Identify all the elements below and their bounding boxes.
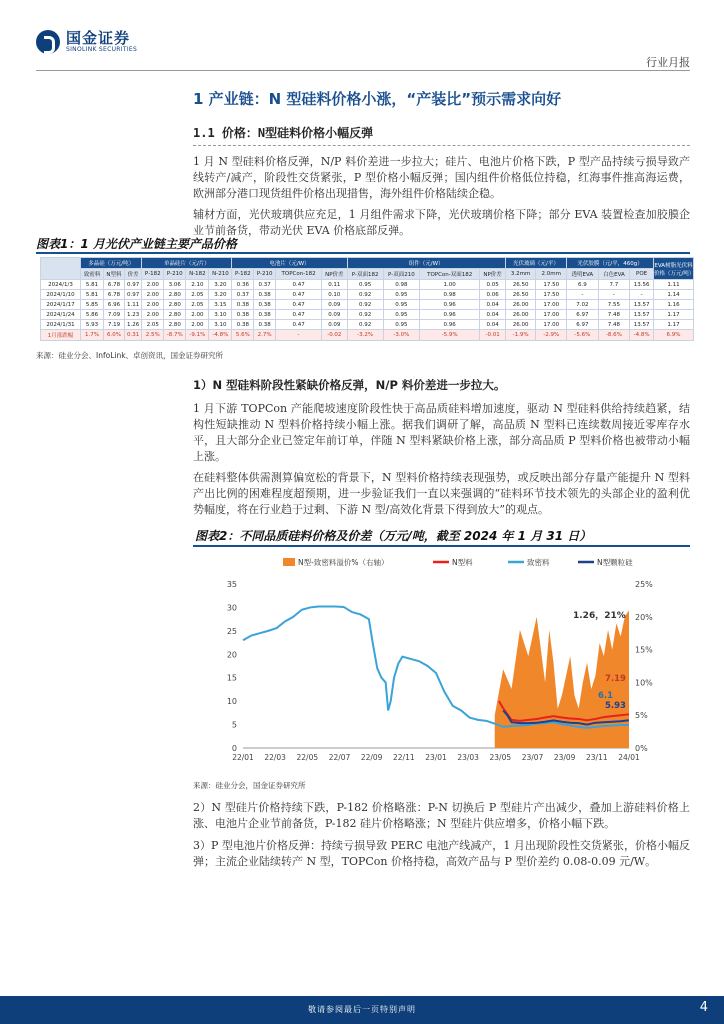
column-header: 2.0mm	[536, 269, 567, 280]
column-header: P-双面210	[383, 269, 419, 280]
y-left-tick-label: 30	[226, 603, 237, 613]
table-cell: 0.96	[419, 300, 479, 310]
table-cell: 26.00	[505, 320, 536, 330]
row-date: 2024/1/3	[41, 280, 81, 290]
table-cell: 2.80	[164, 300, 186, 310]
column-header: P-210	[254, 269, 276, 280]
table-cell: 0.36	[232, 280, 254, 290]
column-header: 价差	[125, 269, 142, 280]
table-cell: -0.01	[480, 330, 505, 341]
table-cell: 2.05	[142, 320, 164, 330]
x-tick-label: 22/07	[328, 753, 351, 762]
section-heading: 1 产业链：N 型硅料价格小涨，“产装比”预示需求向好	[193, 90, 562, 108]
column-header: TOPCon-双面182	[419, 269, 479, 280]
table-cell: 0.47	[276, 310, 322, 320]
y-right-tick-label: 5%	[635, 711, 648, 721]
table-cell: 0.97	[125, 280, 142, 290]
table-cell: 0.09	[322, 310, 347, 320]
table-cell: 1.17	[654, 310, 694, 320]
table-cell: -8.7%	[164, 330, 186, 341]
table-cell: 0.98	[419, 290, 479, 300]
company-name-cn: 国金证券	[66, 29, 131, 47]
table-cell: 13.57	[630, 320, 654, 330]
y-right-tick-label: 25%	[635, 580, 653, 589]
subheading-1: 1）N 型硅料阶段性紧缺价格反弹，N/P 料价差进一步拉大。	[193, 378, 506, 392]
table-cell: -2.9%	[536, 330, 567, 341]
table-cell: 0.38	[254, 320, 276, 330]
table-cell: 3.20	[209, 280, 232, 290]
table-cell: 6.78	[103, 280, 124, 290]
group-header: 多晶硅（万元/吨）	[81, 258, 142, 269]
row-date: 2024/1/10	[41, 290, 81, 300]
legend-label: N型-致密料溢价%（右轴）	[298, 558, 389, 567]
table-cell: 2.00	[186, 310, 209, 320]
table-cell: 6.97	[567, 310, 599, 320]
table-cell: 6.96	[103, 300, 124, 310]
table-cell: 0.04	[480, 320, 505, 330]
table-cell: 26.00	[505, 300, 536, 310]
column-header: P-182	[142, 269, 164, 280]
column-header: NP价差	[322, 269, 347, 280]
y-right-tick-label: 0%	[635, 744, 648, 753]
table-cell: 13.57	[630, 310, 654, 320]
table-cell: 0.92	[347, 320, 383, 330]
subsection-heading: 1.1 价格：N型硅料价格小幅反弹	[193, 124, 690, 146]
table-row	[41, 320, 694, 330]
y-left-tick-label: 5	[231, 720, 237, 730]
column-header: 致密料	[81, 269, 104, 280]
figure2-source: 来源：硅业分会，国金证券研究所	[193, 781, 306, 790]
silicon-price-chart	[193, 548, 693, 766]
table-cell: -1.9%	[505, 330, 536, 341]
legend-label: 致密料	[527, 558, 550, 567]
x-tick-label: 23/01	[425, 753, 447, 762]
table-cell: -	[630, 290, 654, 300]
table-cell: 7.19	[103, 320, 124, 330]
column-header: 白色EVA	[598, 269, 630, 280]
table-cell: 0.92	[347, 300, 383, 310]
table-cell: 0.95	[383, 310, 419, 320]
company-logo	[36, 30, 137, 54]
x-tick-label: 23/05	[489, 753, 512, 762]
table-cell: 1.14	[654, 290, 694, 300]
column-header: P-双面182	[347, 269, 383, 280]
table-cell: 6.97	[567, 320, 599, 330]
table-cell: -	[598, 290, 630, 300]
column-header: 透明EVA	[567, 269, 599, 280]
table-cell: 0.96	[419, 310, 479, 320]
column-header: P-210	[164, 269, 186, 280]
paragraph-4: 在硅料整体供需测算偏宽松的背景下，N 型料价格持续表现强势，或反映出部分存量产能提升 N 型料产出比例的困难程度超预期，进一步验证我们一直以来强调的“硅料环节技术领先的头部企业的盈利优势幅度，将在行业趋于过剩、下游 N 型/高效化背景下得到放大”的观点。	[193, 471, 690, 516]
table-cell: 6.78	[103, 290, 124, 300]
table-cell: 2.10	[186, 280, 209, 290]
x-tick-label: 22/11	[393, 753, 415, 762]
column-header: POE	[630, 269, 654, 280]
disclaimer-note: 敬请参阅最后一页特别声明	[308, 1005, 416, 1014]
table-cell: 3.10	[209, 310, 232, 320]
table-cell: 2.00	[142, 300, 164, 310]
figure1-title: 图表1：1 月光伏产业链主要产品价格	[36, 237, 237, 251]
table-row	[41, 310, 694, 320]
y-right-tick-label: 10%	[635, 678, 653, 688]
figure2-divider	[193, 545, 690, 547]
table-cell: 6.9%	[654, 330, 694, 341]
table-cell: 1.11	[125, 300, 142, 310]
row-date: 2024/1/24	[41, 310, 81, 320]
table-cell: 0.04	[480, 310, 505, 320]
table-cell: 2.05	[186, 300, 209, 310]
table-cell: 7.09	[103, 310, 124, 320]
table-cell: 7.48	[598, 310, 630, 320]
paragraph-6: 3）P 型电池片价格反弹：持续亏损导致 PERC 电池产线减产，1 月出现阶段性交货紧张，价格小幅反弹；主流企业陆续转产 N 型，TOPCon 价格持稳，高效产品与 P 型价差约 0.08-0.09 元/W。	[193, 839, 690, 868]
table-cell: 0.06	[480, 290, 505, 300]
table-cell: 0.37	[232, 290, 254, 300]
table-cell: 5.86	[81, 310, 104, 320]
group-header: 光伏胶膜（元/平，460g）	[567, 258, 654, 269]
table-cell: 2.7%	[254, 330, 276, 341]
table-cell: 1.11	[654, 280, 694, 290]
table-cell: 7.7	[598, 280, 630, 290]
legend-swatch	[283, 558, 295, 566]
table-cell: 0.38	[254, 300, 276, 310]
table-cell: -0.02	[322, 330, 347, 341]
table-row	[41, 280, 694, 290]
table-cell: 0.38	[232, 310, 254, 320]
group-header: 电池片（元/W）	[232, 258, 347, 269]
table-cell: 17.00	[536, 300, 567, 310]
row-date: 1月涨跌幅	[41, 330, 81, 341]
table-cell: 17.50	[536, 280, 567, 290]
table-cell: 0.95	[347, 280, 383, 290]
y-left-tick-label: 35	[226, 580, 237, 589]
table-cell: 0.37	[254, 280, 276, 290]
table-cell: 6.0%	[103, 330, 124, 341]
table-cell: 3.20	[209, 290, 232, 300]
table-cell: 0.95	[383, 290, 419, 300]
paragraph-5: 2）N 型硅片价格持续下跌，P-182 价格略涨：P-N 切换后 P 型硅片产出减少，叠加上游硅料价格上涨、电池片企业节前备货，P-182 硅片价格略涨；N 型硅片供应增多，价格小幅下跌。	[193, 801, 690, 830]
table-cell: 0.96	[419, 320, 479, 330]
table-cell: 3.15	[209, 300, 232, 310]
section-intro	[193, 88, 690, 244]
table-cell: 26.00	[505, 310, 536, 320]
table-cell: 2.05	[186, 290, 209, 300]
table-cell: 5.85	[81, 300, 104, 310]
table-row	[41, 330, 694, 341]
table-cell: 7.48	[598, 320, 630, 330]
table-cell: -5.9%	[419, 330, 479, 341]
y-right-tick-label: 20%	[635, 612, 653, 622]
table-cell: 13.57	[630, 300, 654, 310]
table-cell: 0.95	[383, 320, 419, 330]
table-cell: 2.5%	[142, 330, 164, 341]
column-header: TOPCon-182	[276, 269, 322, 280]
document-type: 行业月报	[646, 56, 690, 69]
table-cell: 5.93	[81, 320, 104, 330]
x-tick-label: 22/03	[264, 753, 286, 762]
table-cell: -4.8%	[630, 330, 654, 341]
column-header: N型料	[103, 269, 124, 280]
table-row	[41, 300, 694, 310]
paragraph-2: 辅材方面，光伏玻璃供应充足，1 月组件需求下降，光伏玻璃价格下降；部分 EVA 装置检查加胶膜企业节前备货，带动光伏 EVA 价格底部反弹。	[193, 208, 690, 237]
table-cell: 7.55	[598, 300, 630, 310]
page-footer	[0, 996, 724, 1024]
table-cell: 0.11	[322, 280, 347, 290]
y-left-tick-label: 0	[231, 744, 237, 753]
table-cell: 17.50	[536, 290, 567, 300]
table-cell: -3.2%	[347, 330, 383, 341]
paragraph-3: 1 月下游 TOPCon 产能爬坡速度阶段性快于高品质硅料增加速度，驱动 N 型硅料供给持续趋紧，结构性短缺推动 N 型料价格持续小幅上涨。据我们调研了解，高品质 N 型料已连续数周接近零库存水平，且大部分企业已签定年前订单，伴随 N 型料紧缺价格上涨，部分高品质 P 型料价格也被带动小幅上涨。	[193, 402, 690, 463]
table-cell: 0.09	[322, 300, 347, 310]
logo-mark-icon	[36, 30, 60, 54]
table-cell: 0.38	[254, 310, 276, 320]
table-cell: 0.38	[232, 320, 254, 330]
column-header: P-182	[232, 269, 254, 280]
y-left-tick-label: 10	[226, 697, 237, 707]
x-tick-label: 22/01	[232, 753, 254, 762]
annotation-granular: 5.93	[605, 701, 626, 711]
table-cell: 3.10	[209, 320, 232, 330]
x-tick-label: 23/09	[553, 753, 576, 762]
table-cell: 0.47	[276, 290, 322, 300]
table-cell: 1.26	[125, 320, 142, 330]
table-cell: 0.95	[383, 300, 419, 310]
table-cell: 1.7%	[81, 330, 104, 341]
figure1-divider	[36, 252, 690, 254]
page-number: 4	[699, 1000, 708, 1015]
section-wafer-cell	[193, 800, 690, 875]
legend-label: N型颗粒硅	[597, 558, 633, 567]
table-row	[41, 290, 694, 300]
table-cell: 2.80	[164, 310, 186, 320]
table-cell: 5.6%	[232, 330, 254, 341]
table-cell: 1.23	[125, 310, 142, 320]
table-cell: 0.92	[347, 290, 383, 300]
table-cell: 0.92	[347, 310, 383, 320]
table-cell: 0.10	[322, 290, 347, 300]
table-cell: -8.6%	[598, 330, 630, 341]
table-corner	[41, 258, 81, 280]
price-table	[40, 257, 694, 341]
table-cell: 0.38	[232, 300, 254, 310]
table-cell: 2.00	[142, 280, 164, 290]
group-header: 组件（元/W）	[347, 258, 505, 269]
header-divider	[36, 70, 690, 71]
table-cell: 2.80	[164, 290, 186, 300]
table-cell: 2.00	[142, 310, 164, 320]
company-name-en: SINOLINK SECURITIES	[66, 46, 138, 53]
group-header: 光伏玻璃（元/平）	[505, 258, 566, 269]
figure1-source: 来源：硅业分会、InfoLink、卓创资讯，国金证券研究所	[36, 351, 224, 360]
column-header: N-182	[186, 269, 209, 280]
table-cell: 0.47	[276, 280, 322, 290]
x-tick-label: 24/01	[618, 753, 640, 762]
table-cell: 0.98	[383, 280, 419, 290]
table-cell: 0.38	[254, 290, 276, 300]
column-header: N-210	[209, 269, 232, 280]
table-cell: 13.56	[630, 280, 654, 290]
table-cell: -3.0%	[383, 330, 419, 341]
table-cell: -	[567, 290, 599, 300]
table-cell: 0.05	[480, 280, 505, 290]
table-cell: 1.17	[654, 320, 694, 330]
column-header: NP价差	[480, 269, 505, 280]
table-cell: 1.16	[654, 300, 694, 310]
x-tick-label: 22/05	[296, 753, 319, 762]
y-left-tick-label: 15	[226, 673, 237, 683]
table-cell: 26.50	[505, 280, 536, 290]
table-cell: 5.81	[81, 290, 104, 300]
section-n-type	[193, 373, 690, 523]
table-cell: -5.6%	[567, 330, 599, 341]
table-cell: 2.80	[164, 320, 186, 330]
table-cell: 0.97	[125, 290, 142, 300]
x-tick-label: 23/03	[457, 753, 479, 762]
table-cell: 26.50	[505, 290, 536, 300]
paragraph-1: 1 月 N 型硅料价格反弹，N/P 料价差进一步拉大；硅片、电池片价格下跌，P 型产品持续亏损导致产线转产/减产，阶段性交货紧张，P 型价格小幅反弹；国内组件价格低位持稳，红海事件推高海运费，欧洲部分港口现货组件价格出现措售，海外组件价格陆续企稳。	[193, 155, 690, 200]
table-cell: 6.9	[567, 280, 599, 290]
legend-label: N型料	[452, 558, 473, 567]
table-cell: -9.1%	[186, 330, 209, 341]
group-header: 单晶硅片（元/片）	[142, 258, 232, 269]
table-cell: 0.04	[480, 300, 505, 310]
y-right-tick-label: 15%	[635, 645, 653, 655]
x-tick-label: 22/09	[360, 753, 383, 762]
table-cell: 2.00	[186, 320, 209, 330]
annotation-premium: 1.26，21%	[573, 611, 626, 621]
table-cell: 5.81	[81, 280, 104, 290]
table-cell: -4.8%	[209, 330, 232, 341]
table-cell: 1.00	[419, 280, 479, 290]
annotation-dense: 6.1	[598, 691, 614, 701]
figure2-title: 图表2：不同品质硅料价格及价差（万元/吨，截至 2024 年 1 月 31 日）	[195, 529, 592, 543]
table-cell: 0.09	[322, 320, 347, 330]
table-cell: 3.06	[164, 280, 186, 290]
table-cell: 2.00	[142, 290, 164, 300]
row-date: 2024/1/17	[41, 300, 81, 310]
x-tick-label: 23/11	[586, 753, 608, 762]
table-cell: 0.47	[276, 300, 322, 310]
annotation-n-type: 7.19	[605, 674, 626, 684]
group-header: EVA树脂光伏料价格（万元/吨）	[654, 258, 694, 280]
table-cell: -	[276, 330, 322, 341]
table-cell: 17.00	[536, 320, 567, 330]
table-cell: 7.02	[567, 300, 599, 310]
table-cell: 0.31	[125, 330, 142, 341]
row-date: 2024/1/31	[41, 320, 81, 330]
x-tick-label: 23/07	[521, 753, 544, 762]
table-cell: 0.47	[276, 320, 322, 330]
y-left-tick-label: 20	[226, 650, 237, 660]
column-header: 3.2mm	[505, 269, 536, 280]
table-cell: 17.00	[536, 310, 567, 320]
y-left-tick-label: 25	[226, 626, 237, 636]
